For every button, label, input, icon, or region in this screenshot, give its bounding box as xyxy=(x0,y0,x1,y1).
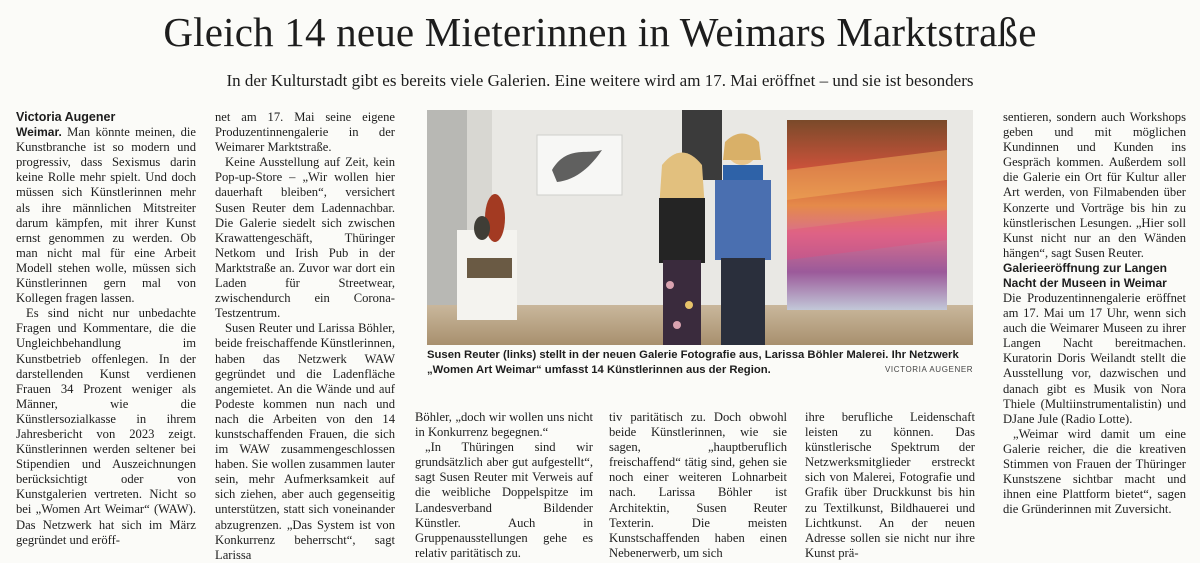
paragraph: „In Thüringen sind wir grundsätzlich aber gut aufgestellt“, sagt Susen Reuter mit Verweis auf die weibliche Doppelspitze im Landesverband Bildender Künstler. Auch in Gruppenausstellungen gehe es relativ paritätisch zu. xyxy=(415,440,593,560)
paragraph: Es sind nicht nur unbedachte Fragen und Kommentare, die die Ungleichbehandlung im Kunstbetrieb offenlegen. In der darstellenden Kunst verdienen Frauen 34 Prozent weniger als Männer, wie die Künstlersozialkasse in ihrem Jahresbericht von 2023 zeigt. Künstlerinnen werden seltener bei Stipendien und Auszeichnungen berücksichtigt oder von Kunstgalerien vertreten. Nicht so bei „Women Art Weimar“ (WAW). Das Netzwerk hat sich im März gegründet und eröff- xyxy=(16,306,196,547)
author: Victoria Augener xyxy=(16,110,116,124)
column-6 xyxy=(1003,110,1186,517)
paragraph: ihre berufliche Leidenschaft leisten zu können. Das künstlerische Spektrum der Netzwerksmitglieder erstreckt sich von Malerei, Fotografie und Grafik über Druckkunst bis hin zu Textilkunst, Bildhauerei und Lichtkunst. An der neuen Adresse sollen sie nicht nur ihre Kunst prä- xyxy=(805,410,975,560)
paragraph: Keine Ausstellung auf Zeit, kein Pop-up-Store – „Wir wollen hier dauerhaft bleiben“, versichert Susen Reuter dem Ladennachbar. Die Galerie siedelt sich zwischen Krawattengeschäft, Thüringer Netkom und Irish Pub in der Marktstraße an. Zuvor war dort ein Laden für Streetwear, zwischendurch ein Corona-Testzentrum. xyxy=(215,155,395,321)
column-4 xyxy=(609,410,787,561)
gallery-photo xyxy=(427,110,973,345)
paragraph: „Weimar wird damit um eine Galerie reicher, die die kreativen Stimmen von Frauen der Thüringer Kunstszene sichtbar macht und ihnen eine Plattform bietet“, sagen die Gründerinnen mit Zuversicht. xyxy=(1003,426,1186,517)
paragraph: tiv paritätisch zu. Doch obwohl beide Künstlerinnen, wie sie sagen, „hauptberuflich freischaffend“ tätig sind, gehen sie noch einer weiteren Lohnarbeit nach. Larissa Böhler ist Architektin, Susen Reuter Texterin. Die meisten Kunstschaffenden haben einen Nebenerwerb, um sich xyxy=(609,410,787,560)
headline: Gleich 14 neue Mieterinnen in Weimars Marktstraße xyxy=(163,9,1037,55)
paragraph: Die Produzentinnengalerie eröffnet am 17. Mai um 17 Uhr, wenn sich auch die Weimarer Museen zu ihrer Langen Nacht bereitmachen. Kuratorin Doris Weilandt stellt die Ausstellung vor, dazwischen und danach gibt es Musik von Nora Thiele (Multiinstrumentalistin) und DJane Jule (Radio Lotte). xyxy=(1003,290,1186,426)
paragraph: Susen Reuter und Larissa Böhler, beide freischaffende Künstlerinnen, haben das Netzwerk WAW gegründet und die Ladenfläche angemietet. An die Wände und auf Podeste kommen nun nach und nach die Arbeiten von den 14 kunstschaffenden Frauen, die sich im WAW zusammengeschlossen haben. Sie wollen zusammen lauter sein, mehr Aufmerksamkeit auf sich ziehen, aber auch gegenseitig unterstützen, statt sich voneinander abzugrenzen. „Das System ist von Konkurrenz beherrscht“, sagt Larissa xyxy=(215,321,395,562)
dateline: Weimar. xyxy=(16,125,62,140)
paragraph: net am 17. Mai seine eigene Produzentinnengalerie in der Weimarer Marktstraße. xyxy=(215,110,395,155)
photo-caption: Susen Reuter (links) stellt in der neuen Galerie Fotografie aus, Larissa Böhler Malerei. Ihr Netzwerk „Women Art Weimar“ umfasst 14 Künstlerinnen aus der Region. xyxy=(427,349,959,376)
column-2 xyxy=(215,110,395,563)
column-3 xyxy=(415,410,593,561)
paragraph xyxy=(16,125,196,306)
column-1 xyxy=(16,110,196,548)
paragraph-text: Man könnte meinen, die Kunstbranche ist so modern und progressiv, dass Sexismus darin keine Rolle mehr spielt. Und doch müssen sich Künstlerinnen mehr als ihre männlichen Mitstreiter darum kämpfen, mit ihrer Kunst ernst genommen zu werden. Ob man nicht mal für eine Arbeit Modell stehen wolle, müssen sich Künstlerinnen gern mal von Kollegen fragen lassen. xyxy=(16,125,196,306)
paragraph: Böhler, „doch wir wollen uns nicht in Konkurrenz begegnen.“ xyxy=(415,410,593,440)
subline: In der Kulturstadt gibt es bereits viele Galerien. Eine weitere wird am 17. Mai eröffnet – und sie ist besonders xyxy=(226,71,974,90)
paragraph: sentieren, sondern auch Workshops geben und mit möglichen Kundinnen und Kunden ins Gespräch kommen. Außerdem soll die Galerie ein Ort für Kultur aller Art werden, von Filmabenden über Konzerte und Vorträge bis hin zu künstlerischen Lesungen. „Hier soll Kunst nicht nur an den Wänden hängen“, sagt Susen Reuter. xyxy=(1003,110,1186,260)
photo-illustration xyxy=(427,110,973,345)
column-5 xyxy=(805,410,975,561)
photo-credit: VICTORIA AUGENER xyxy=(885,365,974,374)
subheading: Galerieeröffnung zur Langen Nacht der Museen in Weimar xyxy=(1003,260,1168,290)
